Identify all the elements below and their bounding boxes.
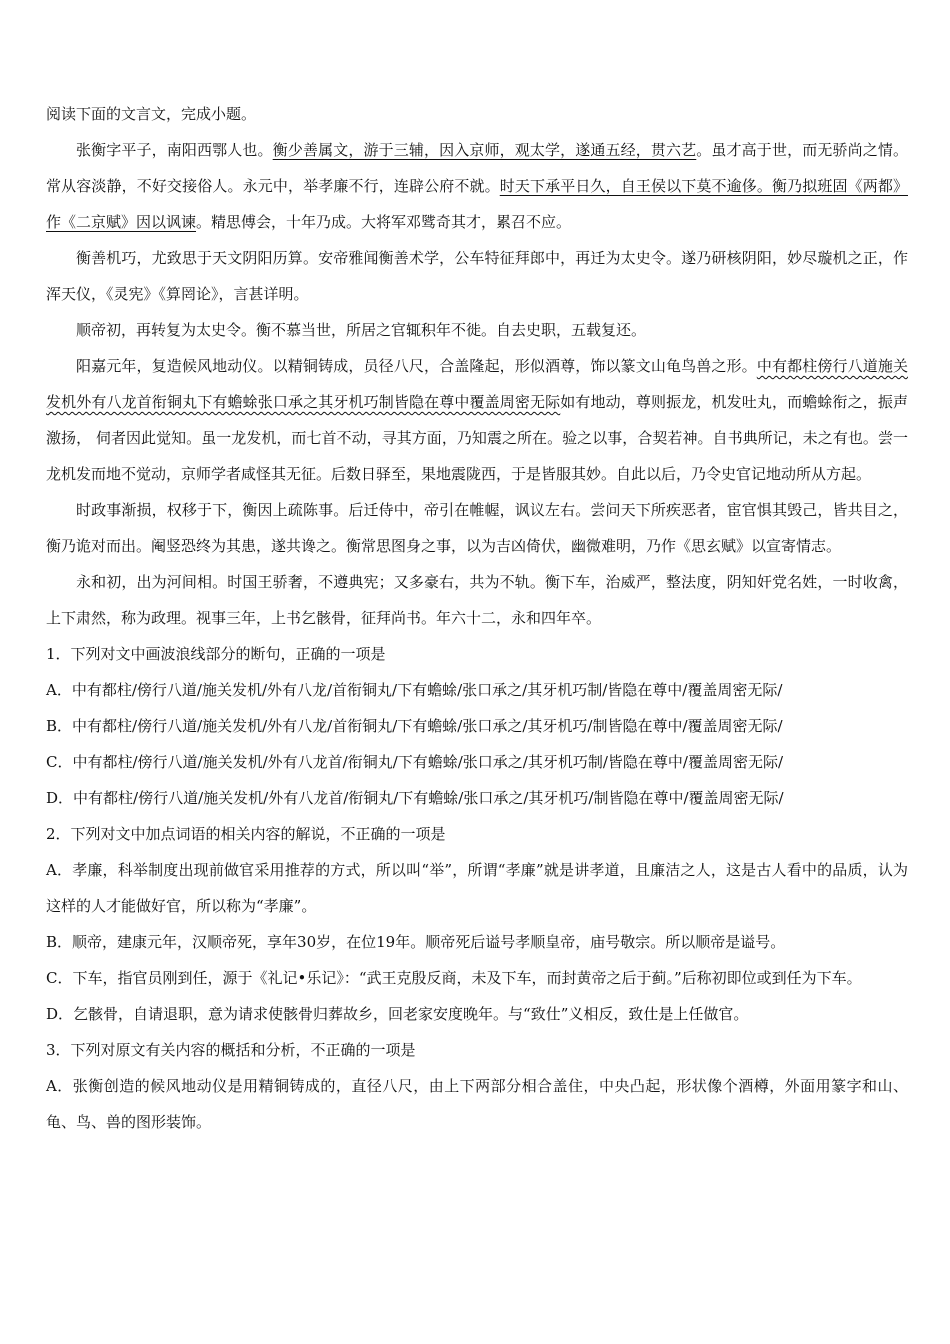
document-page xyxy=(46,96,908,1140)
question-2 xyxy=(46,816,908,1032)
passage-segment: 。虽才高于世，而无骄尚之情。常从容淡静，不好交接俗人。永元中，举孝廉不行，连辟公府不就。 xyxy=(46,141,908,195)
question-1 xyxy=(46,636,908,816)
option-a: A．张衡创造的候风地动仪是用精铜铸成的，直径八尺，由上下两部分相合盖住，中央凸起，形状像个酒樽，外面用篆字和山、龟、鸟、兽的图形装饰。 xyxy=(46,1077,908,1131)
passage xyxy=(46,132,908,636)
underlined-sentence-2: 时天下承平日久，自王侯以下莫不逾侈。衡乃拟班固《两都》作《二京赋》因以讽谏 xyxy=(46,177,908,231)
question-stem: 3．下列对原文有关内容的概括和分析，不正确的一项是 xyxy=(46,1041,416,1059)
intro-text: 阅读下面的文言文，完成小题。 xyxy=(46,105,257,123)
question-stem: 2．下列对文中加点词语的相关内容的解说，不正确的一项是 xyxy=(46,825,446,843)
passage-segment: 阳嘉元年，复造候风地动仪。以精铜铸成，员径八尺，合盖隆起，形似酒尊，饰以篆文山龟鸟兽之形。 xyxy=(76,357,757,375)
passage-paragraph-4 xyxy=(46,348,908,492)
question-3 xyxy=(46,1032,908,1140)
passage-paragraph-3: 顺帝初，再转复为太史令。衡不慕当世，所居之官辄积年不徙。自去史职，五载复还。 xyxy=(76,321,647,339)
question-stem: 1．下列对文中画波浪线部分的断句，正确的一项是 xyxy=(46,645,386,663)
passage-segment: 如有地动，尊则振龙，机发吐丸，而蟾蜍衔之，振声激扬， 伺者因此觉知。虽一龙发机，而七首不动，寻其方面，乃知震之所在。验之以事，合契若神。自书典所记，未之有也。尝一龙机发而地不觉动，京师学者咸怪其无征。后数日驿至，果地震陇西，于是皆服其妙。自此以后，乃令史官记地动所从方起。 xyxy=(46,393,908,483)
underlined-sentence-1: 衡少善属文，游于三辅，因入京师，观太学，遂通五经，贯六艺 xyxy=(272,141,697,159)
option-a: A．中有都柱/傍行八道/施关发机/外有八龙/首衔铜丸/下有蟾蜍/张口承之/其牙机巧制/皆隐在尊中/覆盖周密无际/ xyxy=(46,681,783,699)
option-c: C．下车，指官员刚到任，源于《礼记•乐记》：“武王克殷反商，未及下车，而封黄帝之后于蓟。”后称初即位或到任为下车。 xyxy=(46,969,862,987)
option-b: B．顺帝，建康元年，汉顺帝死，享年30岁，在位19年。顺帝死后谥号孝顺皇帝，庙号敬宗。所以顺帝是谥号。 xyxy=(46,933,786,951)
passage-segment: 张衡字平子，南阳西鄂人也。 xyxy=(76,141,273,159)
option-b: B．中有都柱/傍行八道/施关发机/外有八龙/首衔铜丸/下有蟾蜍/张口承之/其牙机巧/制皆隐在尊中/覆盖周密无际/ xyxy=(46,717,783,735)
passage-paragraph-2: 衡善机巧，尤致思于天文阴阳历算。安帝雅闻衡善术学，公车特征拜郎中，再迁为太史令。遂乃研核阴阳，妙尽璇机之正，作浑天仪，《灵宪》《算罔论》，言甚详明。 xyxy=(46,249,908,303)
passage-paragraph-6: 永和初，出为河间相。时国王骄奢，不遵典宪；又多豪右，共为不轨。衡下车，治威严，整法度，阴知奸党名姓，一时收禽，上下肃然，称为政理。视事三年，上书乞骸骨，征拜尚书。年六十二，永和四年卒。 xyxy=(46,573,908,627)
option-c: C．中有都柱/傍行八道/施关发机/外有八龙首/衔铜丸/下有蟾蜍/张口承之/其牙机巧制/皆隐在尊中/覆盖周密无际/ xyxy=(46,753,784,771)
option-a: A．孝廉，科举制度出现前做官采用推荐的方式，所以叫“举”，所谓“孝廉”就是讲孝道，且廉洁之人，这是古人看中的品质，认为这样的人才能做好官，所以称为“孝廉”。 xyxy=(46,861,908,915)
option-d: D．中有都柱/傍行八道/施关发机/外有八龙首/衔铜丸/下有蟾蜍/张口承之/其牙机巧/制皆隐在尊中/覆盖周密无际/ xyxy=(46,789,784,807)
passage-segment: 。精思傅会，十年乃成。大将军邓骘奇其才，累召不应。 xyxy=(196,213,572,231)
wavy-underlined-sentence: 中有都柱傍行八道施关发机外有八龙首衔铜丸下有蟾蜍张口承之其牙机巧制皆隐在尊中覆盖周密无际 xyxy=(46,357,908,411)
option-d: D．乞骸骨，自请退职，意为请求使骸骨归葬故乡，回老家安度晚年。与“致仕”义相反，致仕是上任做官。 xyxy=(46,1005,749,1023)
passage-paragraph-5: 时政事渐损，权移于下，衡因上疏陈事。后迁侍中，帝引在帷幄，讽议左右。尝问天下所疾恶者，宦官惧其毁己，皆共目之，衡乃诡对而出。阉竖恐终为其患，遂共谗之。衡常思图身之事，以为吉凶倚伏，幽微难明，乃作《思玄赋》以宣寄情志。 xyxy=(46,501,908,555)
passage-paragraph-1 xyxy=(46,132,908,240)
